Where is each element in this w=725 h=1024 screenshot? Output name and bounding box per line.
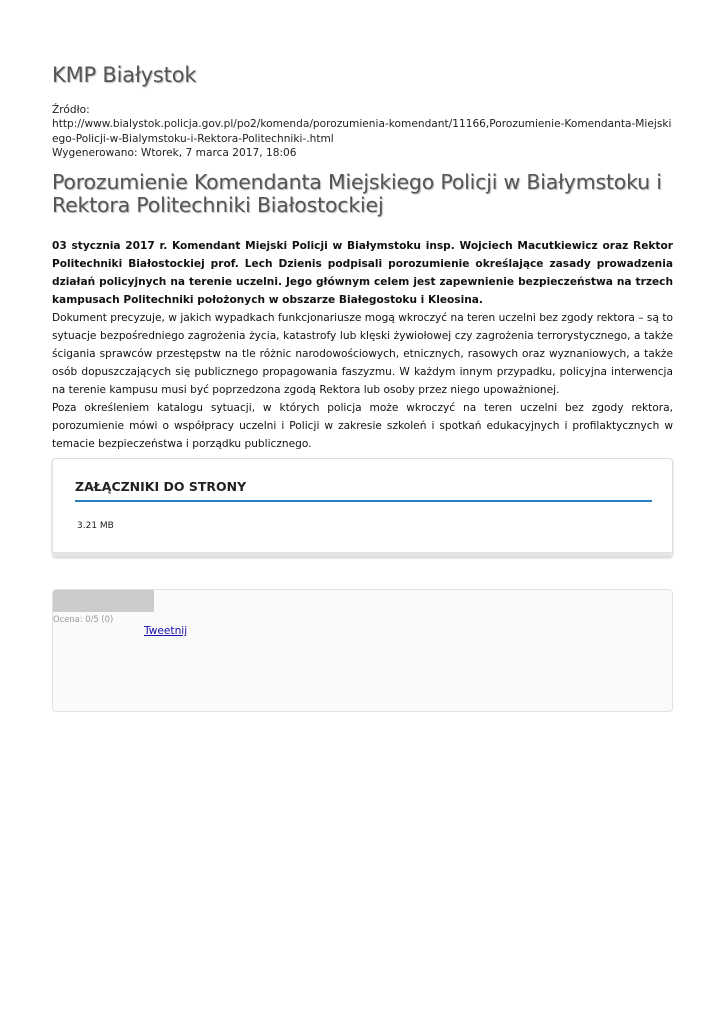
attachment-file-size[interactable]: 3.21 MB: [77, 521, 114, 531]
rating-stars[interactable]: [53, 590, 154, 612]
rating-box: [52, 589, 673, 712]
article-paragraph: Dokument precyzuje, w jakich wypadkach funkcjonariusze mogą wkroczyć na teren uczelni bez zgody rektora – są to sytuacje bezpośredniego zagrożenia życia, katastrofy lub klęski żywiołowej czy zagrożenia terrorystycznego, a także ścigania sprawców przestępstw na tle różnic narodowościowych, etnicznych, rasowych oraz wyznaniowych, a także osób dopuszczających się publicznego propagowania faszyzmu. W każdym innym przypadku, policyjna interwencja na terenie kampusu musi być poprzedzona zgodą Rektora lub osoby przez niego upoważnionej.: [52, 312, 673, 396]
attachments-bottom-bar: [53, 552, 672, 556]
article-title: Porozumienie Komendanta Miejskiego Policji w Białymstoku i Rektora Politechniki Białostockiej: [52, 170, 662, 217]
tweet-link[interactable]: Tweetnij: [144, 625, 188, 637]
article-body: [52, 237, 673, 453]
generated-date: Wygenerowano: Wtorek, 7 marca 2017, 18:06: [52, 147, 297, 160]
source-url: http://www.bialystok.policja.gov.pl/po2/komenda/porozumienia-komendant/11166,Porozumienie-Komendanta-Miejskiego-Policji-w-Bialymstoku-i-Rektora-Politechniki-.html: [52, 118, 672, 145]
article-paragraph: Poza określeniem katalogu sytuacji, w których policja może wkroczyć na teren uczelni bez zgody rektora, porozumienie mówi o współpracy uczelni i Policji w zakresie szkoleń i spotkań edukacyjnych i profilaktycznych w temacie bezpieczeństwa i porządku publicznego.: [52, 402, 673, 450]
source-info: [52, 103, 673, 161]
rating-label: Ocena: 0/5 (0): [53, 614, 114, 624]
attachments-heading: ZAŁĄCZNIKI DO STRONY: [75, 479, 652, 502]
attachments-box: [52, 458, 673, 557]
site-title: KMP Białystok: [52, 63, 197, 87]
article-lead: 03 stycznia 2017 r. Komendant Miejski Policji w Białymstoku insp. Wojciech Macutkiewicz oraz Rektor Politechniki Białostockiej prof. Lech Dzienis podpisali porozumienie określające zasady prowadzenia działań policyjnych na terenie uczelni. Jego głównym celem jest zapewnienie bezpieczeństwa na trzech kampusach Politechniki położonych w obszarze Białegostoku i Kleosina.: [52, 240, 673, 306]
source-label: Źródło:: [52, 104, 90, 116]
